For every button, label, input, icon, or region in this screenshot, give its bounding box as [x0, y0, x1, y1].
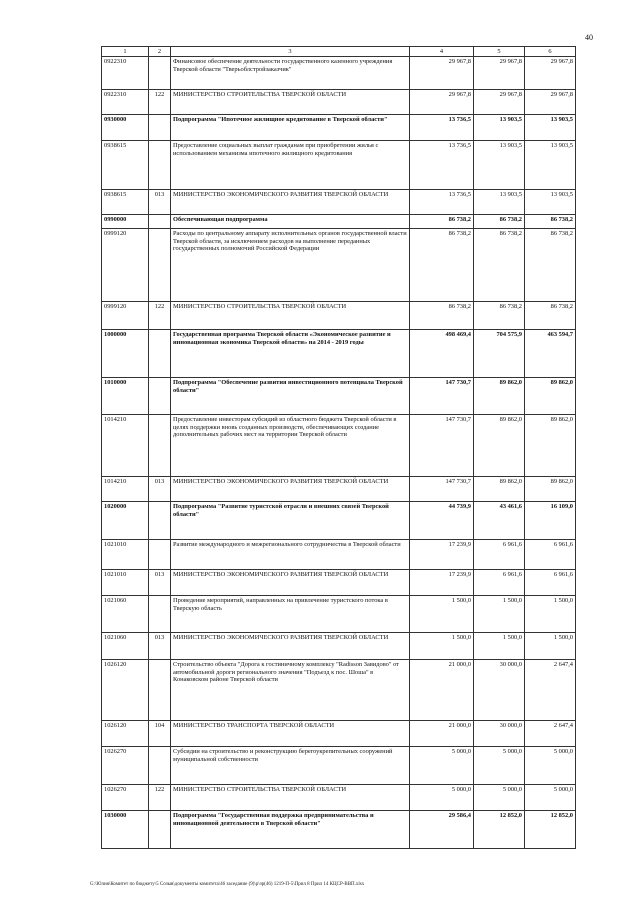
page-number: 40	[585, 33, 593, 42]
cell-department-code	[149, 540, 171, 570]
cell-amount: 13 903,5	[474, 190, 525, 215]
cell-amount: 86 738,2	[525, 302, 576, 330]
table-row	[102, 415, 576, 477]
table-row	[102, 229, 576, 302]
cell-expense-name: Строительство объекта "Дорога к гостиничному комплексу "Radisson Завидово" от автомобильной дороги регионального значения "Подъезд к пос. Шоша" в Конаковском районе Тверской области	[171, 660, 410, 721]
cell-amount: 13 903,5	[474, 141, 525, 190]
cell-target-code: 1021060	[102, 633, 149, 660]
cell-amount: 86 738,2	[474, 302, 525, 330]
cell-amount: 498 469,4	[410, 330, 474, 378]
cell-expense-name: Финансовое обеспечение деятельности государственного казенного учреждения Тверской области "Тверьоблстройзаказчик"	[171, 57, 410, 90]
cell-amount: 86 738,2	[525, 215, 576, 229]
cell-amount: 5 000,0	[525, 785, 576, 811]
cell-amount: 89 862,0	[474, 415, 525, 477]
cell-amount: 13 736,5	[410, 190, 474, 215]
cell-department-code: 013	[149, 570, 171, 596]
cell-target-code: 1021010	[102, 540, 149, 570]
cell-amount: 89 862,0	[525, 477, 576, 502]
cell-amount: 30 000,0	[474, 721, 525, 747]
cell-amount: 1 500,0	[525, 633, 576, 660]
cell-amount: 13 903,5	[525, 115, 576, 141]
cell-amount: 2 647,4	[525, 660, 576, 721]
cell-expense-name: МИНИСТЕРСТВО СТРОИТЕЛЬСТВА ТВЕРСКОЙ ОБЛАСТИ	[171, 302, 410, 330]
cell-department-code	[149, 660, 171, 721]
cell-amount: 463 594,7	[525, 330, 576, 378]
cell-department-code	[149, 115, 171, 141]
cell-amount: 5 000,0	[525, 747, 576, 785]
cell-amount: 17 239,9	[410, 570, 474, 596]
cell-amount: 13 903,5	[474, 115, 525, 141]
cell-department-code	[149, 502, 171, 540]
column-header: 4	[410, 47, 474, 57]
cell-department-code	[149, 378, 171, 415]
cell-department-code	[149, 596, 171, 633]
cell-expense-name: Субсидии на строительство и реконструкцию берегоукрепительных сооружений муниципальной собственности	[171, 747, 410, 785]
cell-amount: 2 647,4	[525, 721, 576, 747]
cell-amount: 29 586,4	[410, 811, 474, 849]
cell-amount: 21 000,0	[410, 721, 474, 747]
column-header: 3	[171, 47, 410, 57]
cell-expense-name: Развитие международного и межрегионального сотрудничества в Тверской области	[171, 540, 410, 570]
cell-expense-name: МИНИСТЕРСТВО ЭКОНОМИЧЕСКОГО РАЗВИТИЯ ТВЕРСКОЙ ОБЛАСТИ	[171, 633, 410, 660]
cell-amount: 86 738,2	[525, 229, 576, 302]
cell-target-code: 1030000	[102, 811, 149, 849]
cell-amount: 86 738,2	[410, 302, 474, 330]
table-row	[102, 90, 576, 115]
cell-amount: 1 500,0	[474, 596, 525, 633]
table-row	[102, 330, 576, 378]
cell-department-code: 122	[149, 785, 171, 811]
cell-amount: 6 961,6	[474, 570, 525, 596]
column-number-row	[102, 47, 576, 57]
cell-amount: 21 000,0	[410, 660, 474, 721]
cell-amount: 86 738,2	[474, 215, 525, 229]
table-row	[102, 215, 576, 229]
cell-amount: 29 967,8	[474, 90, 525, 115]
cell-amount: 12 852,0	[525, 811, 576, 849]
table-row	[102, 596, 576, 633]
cell-department-code	[149, 811, 171, 849]
budget-table-body	[102, 47, 576, 849]
cell-target-code: 1000000	[102, 330, 149, 378]
cell-expense-name: Подпрограмма "Ипотечное жилищное кредитование в Тверской области"	[171, 115, 410, 141]
cell-target-code: 1010000	[102, 378, 149, 415]
cell-target-code: 1026270	[102, 785, 149, 811]
cell-amount: 5 000,0	[474, 747, 525, 785]
cell-target-code: 1021060	[102, 596, 149, 633]
cell-department-code: 122	[149, 302, 171, 330]
table-row	[102, 811, 576, 849]
cell-amount: 44 739,9	[410, 502, 474, 540]
cell-amount: 1 500,0	[474, 633, 525, 660]
cell-amount: 13 903,5	[525, 141, 576, 190]
cell-department-code	[149, 330, 171, 378]
cell-expense-name: МИНИСТЕРСТВО ТРАНСПОРТА ТВЕРСКОЙ ОБЛАСТИ	[171, 721, 410, 747]
cell-amount: 29 967,8	[410, 90, 474, 115]
cell-department-code: 104	[149, 721, 171, 747]
table-row	[102, 115, 576, 141]
table-row	[102, 477, 576, 502]
cell-expense-name: МИНИСТЕРСТВО СТРОИТЕЛЬСТВА ТВЕРСКОЙ ОБЛАСТИ	[171, 785, 410, 811]
table-row	[102, 785, 576, 811]
cell-amount: 147 730,7	[410, 378, 474, 415]
table-row	[102, 502, 576, 540]
table-row	[102, 302, 576, 330]
cell-target-code: 0990000	[102, 215, 149, 229]
cell-expense-name: МИНИСТЕРСТВО ЭКОНОМИЧЕСКОГО РАЗВИТИЯ ТВЕРСКОЙ ОБЛАСТИ	[171, 570, 410, 596]
cell-target-code: 0930000	[102, 115, 149, 141]
cell-expense-name: МИНИСТЕРСТВО ЭКОНОМИЧЕСКОГО РАЗВИТИЯ ТВЕРСКОЙ ОБЛАСТИ	[171, 190, 410, 215]
cell-target-code: 0938615	[102, 141, 149, 190]
cell-department-code	[149, 215, 171, 229]
table-row	[102, 190, 576, 215]
table-row	[102, 378, 576, 415]
cell-amount: 86 738,2	[474, 229, 525, 302]
cell-amount: 86 738,2	[410, 215, 474, 229]
cell-target-code: 0922310	[102, 57, 149, 90]
cell-amount: 43 461,6	[474, 502, 525, 540]
cell-amount: 16 109,0	[525, 502, 576, 540]
cell-department-code	[149, 415, 171, 477]
cell-amount: 6 961,6	[474, 540, 525, 570]
cell-amount: 29 967,8	[525, 57, 576, 90]
cell-amount: 1 500,0	[410, 596, 474, 633]
cell-expense-name: МИНИСТЕРСТВО СТРОИТЕЛЬСТВА ТВЕРСКОЙ ОБЛАСТИ	[171, 90, 410, 115]
column-header: 1	[102, 47, 149, 57]
cell-department-code: 013	[149, 190, 171, 215]
cell-expense-name: Расходы по центральному аппарату исполнительных органов государственной власти Тверской области, за исключением расходов на выполнение переданных государственных полномочий Российской Федерации	[171, 229, 410, 302]
cell-amount: 13 736,5	[410, 115, 474, 141]
cell-target-code: 1014210	[102, 477, 149, 502]
cell-amount: 29 967,8	[410, 57, 474, 90]
column-header: 2	[149, 47, 171, 57]
cell-amount: 89 862,0	[525, 415, 576, 477]
cell-amount: 89 862,0	[474, 477, 525, 502]
cell-amount: 5 000,0	[410, 747, 474, 785]
cell-expense-name: Подпрограмма "Развитие туристской отрасли и внешних связей Тверской области"	[171, 502, 410, 540]
cell-expense-name: Предоставление социальных выплат гражданам при приобретении жилья с использованием механизма ипотечного жилищного кредитования	[171, 141, 410, 190]
cell-department-code	[149, 141, 171, 190]
cell-amount: 5 000,0	[474, 785, 525, 811]
table-row	[102, 141, 576, 190]
cell-department-code: 122	[149, 90, 171, 115]
cell-amount: 86 738,2	[410, 229, 474, 302]
table-row	[102, 57, 576, 90]
cell-target-code: 1014210	[102, 415, 149, 477]
cell-amount: 6 961,6	[525, 540, 576, 570]
cell-amount: 13 903,5	[525, 190, 576, 215]
cell-amount: 6 961,6	[525, 570, 576, 596]
cell-amount: 1 500,0	[410, 633, 474, 660]
cell-target-code: 0999120	[102, 302, 149, 330]
cell-expense-name: Государственная программа Тверской области «Экономическое развитие и инновационная экономика Тверской области» на 2014 - 2019 годы	[171, 330, 410, 378]
cell-target-code: 0999120	[102, 229, 149, 302]
table-row	[102, 540, 576, 570]
cell-expense-name: Обеспечивающая подпрограмма	[171, 215, 410, 229]
cell-amount: 1 500,0	[525, 596, 576, 633]
cell-amount: 147 730,7	[410, 477, 474, 502]
cell-amount: 13 736,5	[410, 141, 474, 190]
cell-department-code	[149, 747, 171, 785]
cell-expense-name: Проведение мероприятий, направленных на привлечение туристского потока в Тверскую область	[171, 596, 410, 633]
cell-department-code: 013	[149, 633, 171, 660]
cell-department-code: 013	[149, 477, 171, 502]
cell-amount: 89 862,0	[474, 378, 525, 415]
cell-amount: 30 000,0	[474, 660, 525, 721]
cell-amount: 5 000,0	[410, 785, 474, 811]
cell-amount: 17 239,9	[410, 540, 474, 570]
cell-target-code: 1026120	[102, 721, 149, 747]
cell-target-code: 1026120	[102, 660, 149, 721]
cell-expense-name: Предоставление инвесторам субсидий из областного бюджета Тверской области в целях поддержки вновь созданных производств, обеспечивающих создание дополнительных рабочих мест на территории Тверской области	[171, 415, 410, 477]
cell-department-code	[149, 229, 171, 302]
cell-target-code: 1020000	[102, 502, 149, 540]
file-path-footer: G:\Юлия\Комитет по бюджету\5 Созыв\документы комитета\46 заседание (9)\р\зр(46) 1219-П-5\Прил 8 Прил 14 КЦСР-ВВП.xlsx	[90, 882, 365, 887]
cell-amount: 29 967,8	[474, 57, 525, 90]
cell-department-code	[149, 57, 171, 90]
cell-target-code: 1026270	[102, 747, 149, 785]
cell-expense-name: Подпрограмма "Государственная поддержка предпринимательства и инновационной деятельности в Тверской области"	[171, 811, 410, 849]
table-row	[102, 570, 576, 596]
cell-amount: 89 862,0	[525, 378, 576, 415]
cell-target-code: 0938615	[102, 190, 149, 215]
cell-expense-name: МИНИСТЕРСТВО ЭКОНОМИЧЕСКОГО РАЗВИТИЯ ТВЕРСКОЙ ОБЛАСТИ	[171, 477, 410, 502]
cell-target-code: 1021010	[102, 570, 149, 596]
cell-amount: 704 575,9	[474, 330, 525, 378]
table-row	[102, 660, 576, 721]
column-header: 6	[525, 47, 576, 57]
budget-table	[101, 46, 576, 849]
table-row	[102, 747, 576, 785]
cell-amount: 29 967,8	[525, 90, 576, 115]
cell-target-code: 0922310	[102, 90, 149, 115]
cell-amount: 147 730,7	[410, 415, 474, 477]
cell-amount: 12 852,0	[474, 811, 525, 849]
table-row	[102, 633, 576, 660]
column-header: 5	[474, 47, 525, 57]
cell-expense-name: Подпрограмма "Обеспечение развития инвестиционного потенциала Тверской области"	[171, 378, 410, 415]
table-row	[102, 721, 576, 747]
